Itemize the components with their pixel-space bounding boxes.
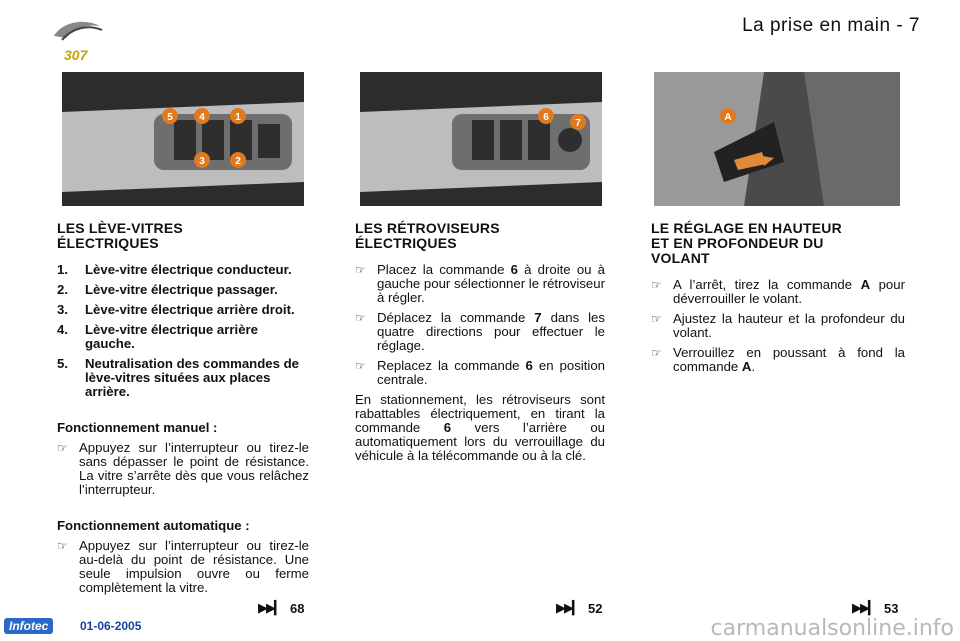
svg-text:3: 3	[199, 156, 205, 167]
pointing-hand-icon: ☞	[355, 359, 366, 373]
svg-text:2: 2	[235, 156, 241, 167]
switch-label-3	[194, 152, 210, 168]
fast-forward-icon: ▶▶▎	[556, 600, 580, 615]
switch-label-5	[162, 108, 178, 124]
logo-text: 307	[64, 47, 88, 63]
window-section	[57, 221, 309, 601]
pointing-hand-icon: ☞	[355, 311, 366, 325]
auto-mode-title: Fonctionnement automatique :	[57, 518, 250, 533]
fast-forward-icon: ▶▶▎	[258, 600, 282, 615]
steering-instruction: ☞ A l’arrêt, tirez la commande A pour déverrouiller le volant.	[651, 277, 905, 306]
brand-logo	[48, 14, 108, 66]
mirror-instruction: ☞ Placez la commande 6 à droite ou à gauche pour sélectionner le rétroviseur à régler.	[355, 262, 606, 305]
page-ref-link[interactable]: ▶▶▎ 53	[852, 600, 899, 616]
window-section-title: LES LÈVE-VITRES ÉLECTRIQUES	[57, 220, 183, 251]
fast-forward-icon: ▶▶▎	[852, 600, 876, 615]
svg-text:1: 1	[235, 112, 241, 123]
steering-section-title: LE RÉGLAGE EN HAUTEUR ET EN PROFONDEUR DU VOLANT	[651, 220, 842, 266]
switch-label-1	[230, 108, 246, 124]
lever-label-a	[720, 108, 736, 124]
steering-instruction: ☞ Verrouillez en poussant à fond la commande A.	[651, 345, 905, 374]
list-item: 5. Neutralisation des commandes de lève-vitres situées aux places arrière.	[57, 356, 299, 399]
mirror-label-6	[538, 108, 554, 124]
pointing-hand-icon: ☞	[57, 539, 68, 553]
svg-text:4: 4	[199, 112, 205, 123]
pointing-hand-icon: ☞	[57, 441, 68, 455]
svg-text:5: 5	[167, 112, 173, 123]
print-date: 01-06-2005	[80, 619, 142, 633]
switch-label-2	[230, 152, 246, 168]
list-item: 1. Lève-vitre électrique conducteur.	[57, 262, 292, 277]
list-item: 3. Lève-vitre électrique arrière droit.	[57, 302, 295, 317]
auto-mode-instruction: ☞ Appuyez sur l’interrupteur ou tirez-le au-delà du point de résistance. Une seule impulsion ouvre ou ferme complètement la vitre.	[57, 538, 309, 595]
pointing-hand-icon: ☞	[651, 312, 662, 326]
list-item: 4. Lève-vitre électrique arrière gauche.	[57, 322, 258, 351]
infotec-badge: Infotec	[4, 618, 53, 634]
page-title: La prise en main - 7	[742, 15, 920, 36]
pointing-hand-icon: ☞	[355, 263, 366, 277]
page-ref-link[interactable]: ▶▶▎ 52	[556, 600, 603, 616]
pointing-hand-icon: ☞	[651, 278, 662, 292]
manual-mode-title: Fonctionnement manuel :	[57, 420, 218, 435]
mirror-folding-paragraph: En stationnement, les rétroviseurs sont rabattables électriquement, en tirant la commande 6 vers l’arrière ou automatiquement lors du verrouillage du véhicule à la télécommande ou à la clé.	[355, 392, 605, 463]
list-item: 2. Lève-vitre électrique passager.	[57, 282, 278, 297]
mirror-instruction: ☞ Déplacez la commande 7 dans les quatre directions pour effectuer le réglage.	[355, 310, 605, 353]
window-control-list	[57, 263, 309, 399]
mirror-label-7	[570, 114, 586, 130]
svg-text:A: A	[724, 112, 732, 123]
switch-label-4	[194, 108, 210, 124]
manual-mode-instruction: ☞ Appuyez sur l’interrupteur ou tirez-le sans dépasser le point de résistance. La vitre s’arrête dès que vous relâchez l’interrupteur.	[57, 440, 309, 497]
watermark: carmanualsonline.info	[710, 616, 954, 641]
pointing-hand-icon: ☞	[651, 346, 662, 360]
steering-section	[651, 221, 905, 380]
steering-lever-photo	[654, 72, 900, 206]
svg-text:7: 7	[575, 118, 581, 129]
window-switch-photo	[62, 72, 304, 206]
page-ref-link[interactable]: ▶▶▎ 68	[258, 600, 305, 616]
steering-instruction: ☞ Ajustez la hauteur et la profondeur du volant.	[651, 311, 905, 340]
svg-text:6: 6	[543, 112, 549, 123]
mirror-instruction: ☞ Replacez la commande 6 en position centrale.	[355, 358, 605, 387]
mirror-control-photo	[360, 72, 602, 206]
mirror-section	[355, 221, 605, 463]
mirror-section-title: LES RÉTROVISEURS ÉLECTRIQUES	[355, 220, 500, 251]
